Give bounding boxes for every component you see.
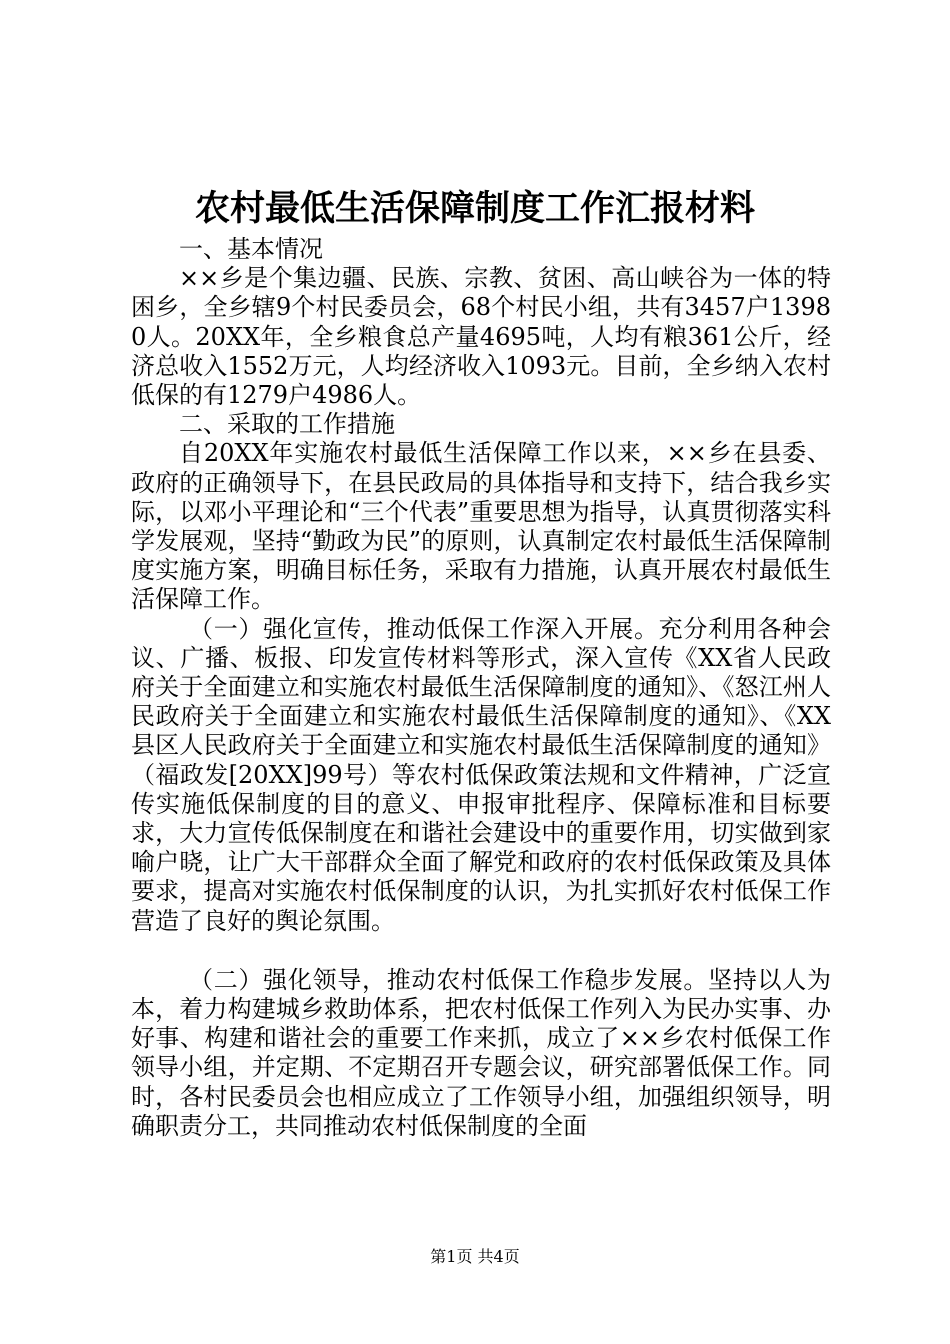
section-heading-basic-situation: 一、基本情况 bbox=[179, 235, 323, 263]
document-title: 农村最低生活保障制度工作汇报材料 bbox=[194, 188, 755, 229]
paragraph-leadership: （二）强化领导，推动农村低保工作稳步发展。坚持以人为本，着力构建城乡救助体系，把农村低保工作列入为民办实事、办好事、构建和谐社会的重要工作来抓，成立了××乡农村低保工作领导小组，并定期、不定期召开专题会议，研究部署低保工作。同时，各村民委员会也相应成立了工作领导小组，加强组织领导，明确职责分工，共同推动农村低保制度的全面 bbox=[131, 965, 831, 1140]
page-footer: 第1页 共4页 bbox=[430, 1247, 520, 1266]
paragraph-basic-situation: ××乡是个集边疆、民族、宗教、贫困、高山峡谷为一体的特困乡，全乡辖9个村民委员会，68个村民小组，共有3457户13980人。20XX年，全乡粮食总产量4695吨，人均有粮361公斤，经济总收入1552万元，人均经济收入1093元。目前，全乡纳入农村低保的有1279户4986人。 bbox=[131, 264, 831, 410]
section-heading-work-measures: 二、采取的工作措施 bbox=[179, 410, 395, 439]
paragraph-work-measures-intro: 自20XX年实施农村最低生活保障工作以来，××乡在县委、政府的正确领导下，在县民政局的具体指导和支持下，结合我乡实际，以邓小平理论和“三个代表”重要思想为指导，认真贯彻落实科学发展观，坚持“勤政为民”的原则，认真制定农村最低生活保障制度实施方案，明确目标任务，采取有力措施，认真开展农村最低生活保障工作。 bbox=[131, 439, 831, 614]
paragraph-publicity: （一）强化宣传，推动低保工作深入开展。充分利用各种会议、广播、板报、印发宣传材料等形式，深入宣传《XX省人民政府关于全面建立和实施农村最低生活保障制度的通知》、《怒江州人民政府关于全面建立和实施农村最低生活保障制度的通知》、《XX县区人民政府关于全面建立和实施农村最低生活保障制度的通知》（福政发[20XX]99号）等农村低保政策法规和文件精神，广泛宣传实施低保制度的目的意义、申报审批程序、保障标准和目标要求，大力宣传低保制度在和谐社会建设中的重要作用，切实做到家喻户晓，让广大干部群众全面了解党和政府的农村低保政策及具体要求，提高对实施农村低保制度的认识，为扎实抓好农村低保工作营造了良好的舆论氛围。 bbox=[131, 614, 831, 935]
document-body bbox=[131, 235, 831, 1141]
